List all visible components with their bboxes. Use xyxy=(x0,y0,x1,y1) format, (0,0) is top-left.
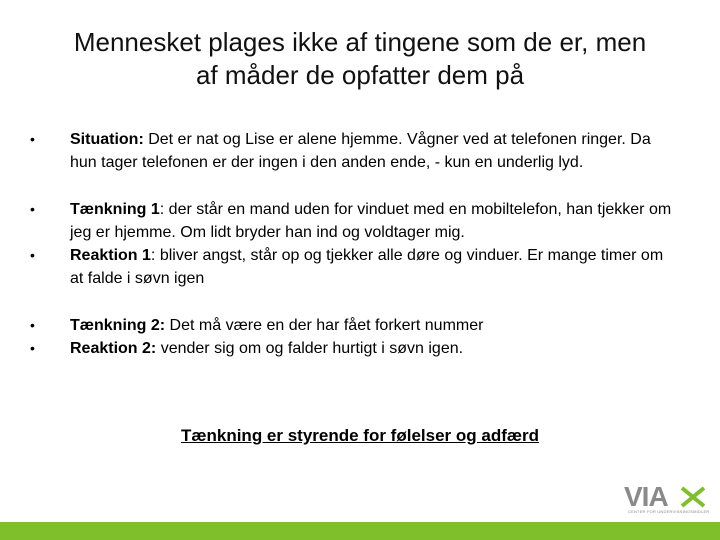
bullet-marker: • xyxy=(30,247,35,263)
bullet-item-taenkning-1 xyxy=(30,198,680,244)
slide-title-line-2: af måder de opfatter dem på xyxy=(195,60,525,90)
bullet-item-label: Situation: xyxy=(70,131,144,148)
bullet-item-taenkning-2 xyxy=(30,314,680,337)
bullet-item-label: Tænkning 2: xyxy=(70,317,166,334)
slide-title-line-1: Mennesket plages ikke af tingene som de er, men xyxy=(73,27,647,57)
via-logo-subtitle: CENTER FOR UNDERVISNINGSMIDLER xyxy=(628,509,710,514)
bullet-marker: • xyxy=(30,131,35,147)
bullet-marker: • xyxy=(30,340,35,356)
via-logo-wordmark: VIA xyxy=(624,481,668,512)
bullet-item-text: Det er nat og Lise er alene hjemme. Vågner ved at telefonen ringer. Da hun tager telefonen er der ingen i den anden ende, - kun en underlig lyd. xyxy=(70,131,651,171)
bullet-marker: • xyxy=(30,201,35,217)
bullet-item-situation xyxy=(30,128,680,174)
slide-title xyxy=(40,26,680,92)
bullet-item-label: Tænkning 1 xyxy=(70,201,160,218)
bullet-item-label: Reaktion 1 xyxy=(70,247,151,264)
bullet-item-reaktion-1 xyxy=(30,244,680,290)
bullet-item-text: Det må være en der har fået forkert nummer xyxy=(165,317,484,334)
bullet-list xyxy=(30,128,680,360)
conclusion-text: Tænkning er styrende for følelser og adfærd xyxy=(180,426,539,445)
bullet-item-label: Reaktion 2: xyxy=(70,340,157,357)
bullet-item-text: : der står en mand uden for vinduet med en mobiltelefon, han tjekker om jeg er hjemme. Om lidt bryder han ind og voldtager mig. xyxy=(70,201,672,241)
bullet-item-text: vender sig om og falder hurtigt i søvn igen. xyxy=(156,340,464,357)
bullet-marker: • xyxy=(30,317,35,333)
via-logo xyxy=(624,482,708,516)
bullet-item-text: : bliver angst, står op og tjekker alle døre og vinduer. Er mange timer om at falde i søvn igen xyxy=(70,247,664,287)
bottom-accent-bar xyxy=(0,522,720,540)
bullet-item-reaktion-2 xyxy=(30,337,680,360)
via-logo-icon xyxy=(680,484,706,510)
